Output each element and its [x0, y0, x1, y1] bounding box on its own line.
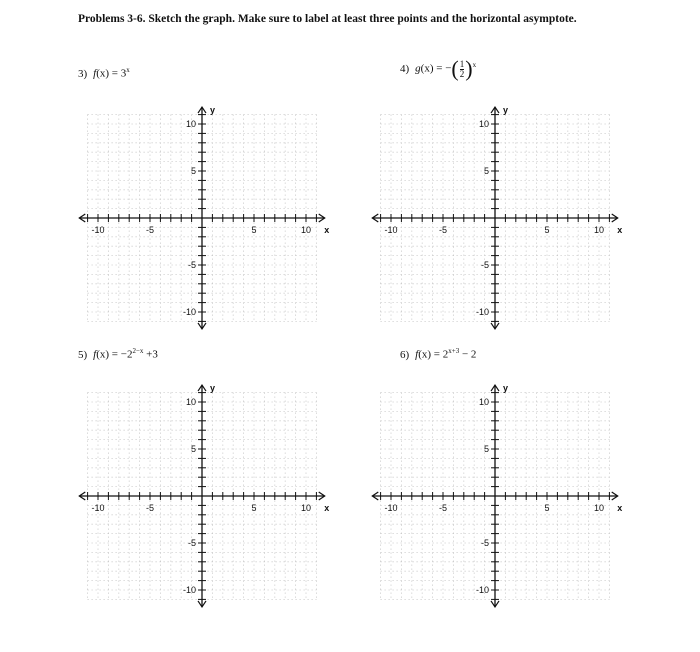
graph-grid-3[interactable] — [72, 100, 332, 336]
problem-6-label — [400, 347, 476, 361]
x-tick-label: -10 — [91, 225, 105, 235]
fraction — [460, 60, 465, 79]
x-tick-label: 5 — [544, 225, 550, 235]
y-tick-label: 5 — [190, 444, 196, 454]
problem-3-label — [78, 66, 130, 80]
y-tick-label: -10 — [182, 585, 196, 595]
y-tick-label: -5 — [480, 538, 489, 548]
x-tick-label: -10 — [91, 503, 105, 513]
function-tail: +3 — [143, 348, 158, 361]
function-expression: (x) = −2 — [96, 348, 133, 361]
function-tail: − 2 — [459, 348, 477, 361]
y-tick-label: 10 — [185, 397, 196, 407]
exponent: x — [472, 60, 477, 69]
function-expression: (x) = 2 — [418, 348, 449, 361]
y-tick-label: 10 — [478, 119, 489, 129]
y-tick-label: -5 — [187, 260, 196, 270]
x-tick-label: -10 — [384, 503, 398, 513]
y-axis-label: y — [503, 105, 509, 116]
y-tick-label: 5 — [483, 166, 489, 176]
function-name: f — [93, 348, 97, 361]
x-axis-label: x — [324, 503, 330, 513]
problem-number: 6) — [400, 348, 410, 361]
y-tick-label: 10 — [478, 397, 489, 407]
x-tick-label: 5 — [251, 225, 257, 235]
y-tick-label: 5 — [483, 444, 489, 454]
y-tick-label: -10 — [475, 307, 489, 317]
x-tick-label: 5 — [251, 503, 257, 513]
x-axis-label: x — [324, 225, 330, 235]
left-paren: ( — [451, 56, 459, 81]
x-tick-label: -10 — [384, 225, 398, 235]
graph-grid-5[interactable] — [72, 378, 332, 614]
x-tick-label: -5 — [145, 225, 155, 235]
x-tick-label: 5 — [544, 503, 550, 513]
problem-number: 4) — [400, 62, 410, 75]
y-tick-label: -5 — [187, 538, 196, 548]
x-tick-label: 10 — [593, 225, 605, 235]
exponent: x — [126, 66, 130, 74]
x-tick-label: -5 — [438, 503, 448, 513]
instructions-text: Problems 3-6. Sketch the graph. Make sure to label at least three points and the horizontal asymptote. — [78, 13, 577, 25]
fraction-numerator: 1 — [459, 58, 465, 69]
function-expression: (x) = − — [420, 62, 452, 75]
x-tick-label: 10 — [300, 503, 312, 513]
problem-number: 3) — [78, 67, 88, 80]
y-tick-label: 10 — [185, 119, 196, 129]
problem-4-label — [400, 56, 476, 82]
function-name: f — [415, 348, 419, 361]
y-tick-label: -5 — [480, 260, 489, 270]
y-axis-label: y — [210, 383, 216, 394]
y-axis-label: y — [503, 383, 509, 394]
y-tick-label: 5 — [190, 166, 196, 176]
right-paren: ) — [465, 56, 473, 81]
graph-grid-6[interactable] — [365, 378, 625, 614]
x-tick-label: -5 — [438, 225, 448, 235]
exponent: 2−x — [132, 347, 144, 355]
x-axis-label: x — [617, 503, 623, 513]
fraction-denominator: 2 — [459, 68, 465, 79]
problem-number: 5) — [78, 348, 88, 361]
x-tick-label: 10 — [593, 503, 605, 513]
x-axis-label: x — [617, 225, 623, 235]
function-expression: (x) = 3 — [96, 67, 127, 80]
exponent: x+3 — [448, 347, 460, 355]
y-tick-label: -10 — [182, 307, 196, 317]
y-axis-label: y — [210, 105, 216, 116]
function-name: f — [93, 67, 97, 80]
problem-5-label — [78, 347, 158, 361]
function-name: g — [415, 62, 421, 75]
y-tick-label: -10 — [475, 585, 489, 595]
graph-grid-4[interactable] — [365, 100, 625, 336]
x-tick-label: -5 — [145, 503, 155, 513]
x-tick-label: 10 — [300, 225, 312, 235]
